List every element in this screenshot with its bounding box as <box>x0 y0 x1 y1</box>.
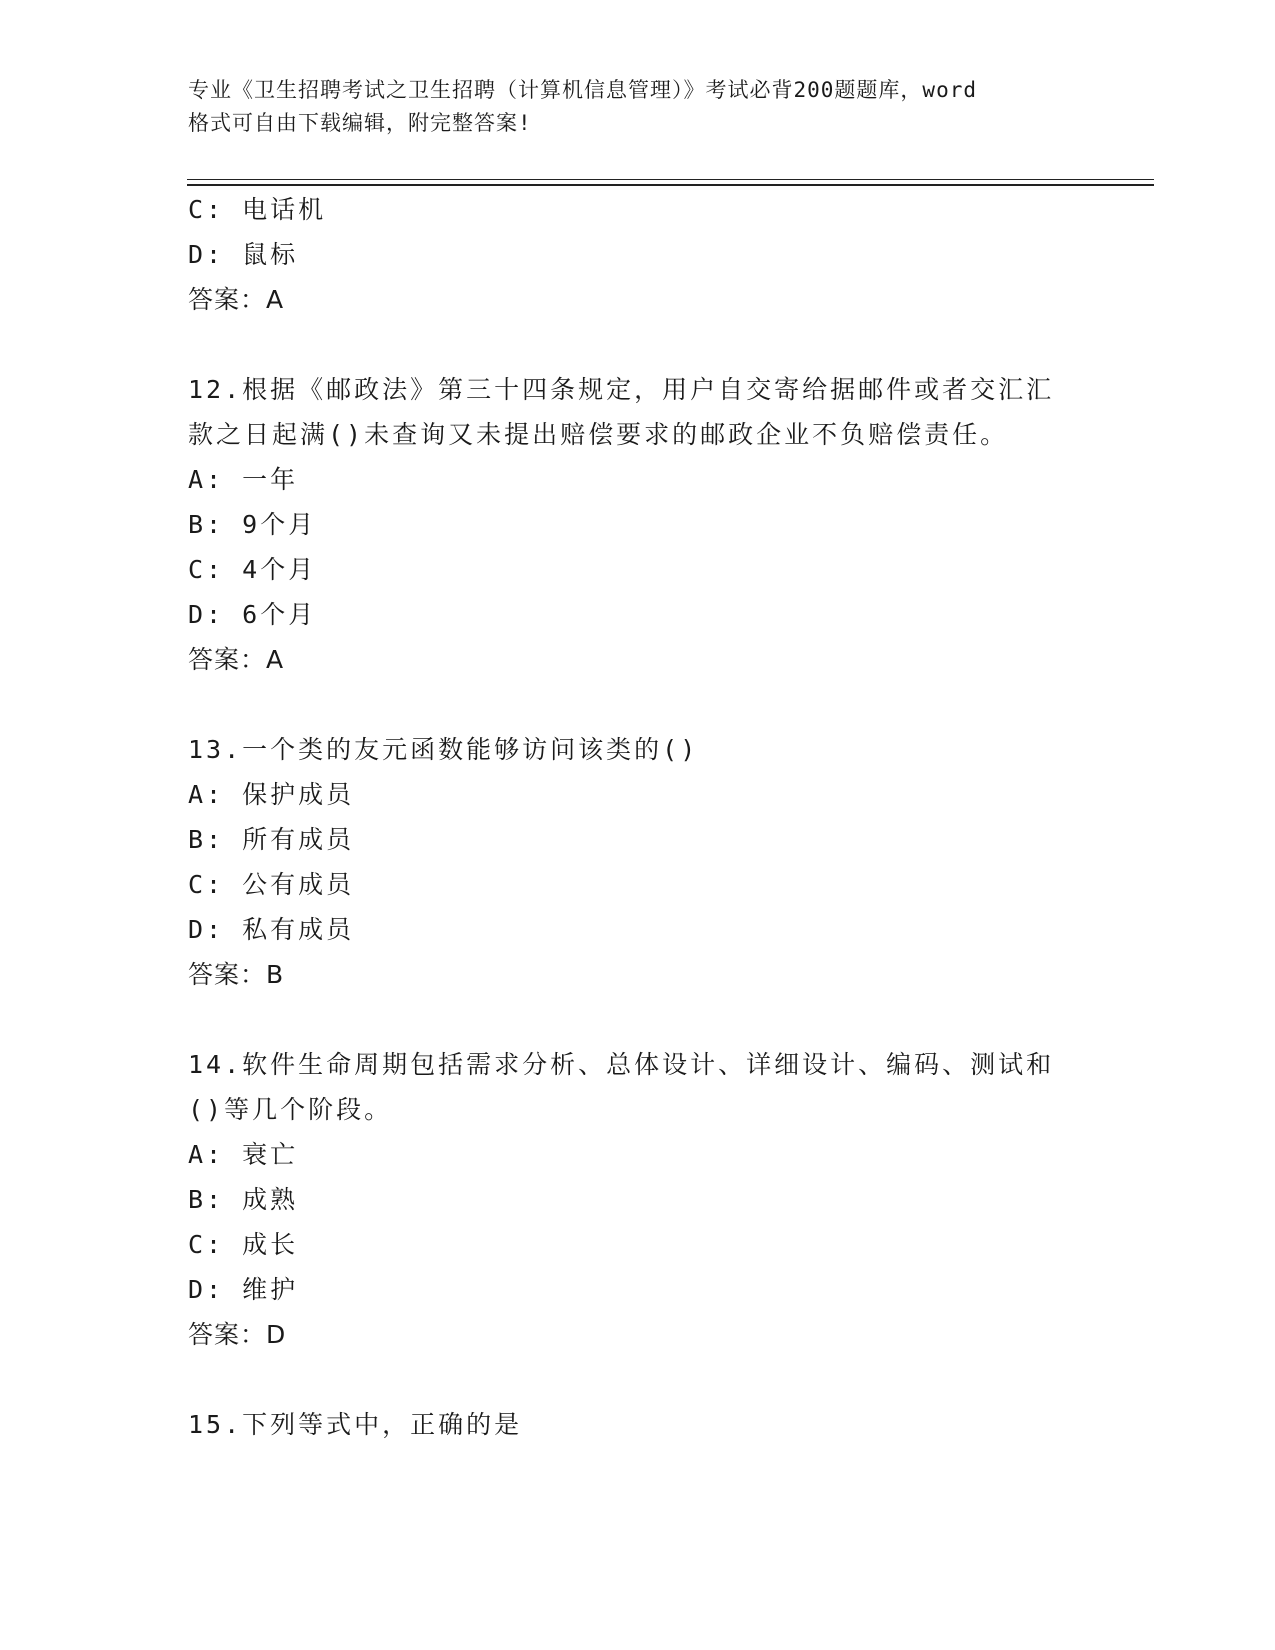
q11-answer: 答案：A <box>188 285 285 314</box>
q14-stem-line-1: 14.软件生命周期包括需求分析、总体设计、详细设计、编码、测试和 <box>188 1050 1055 1079</box>
q12-answer: 答案：A <box>188 645 285 674</box>
q13-answer: 答案：B <box>188 960 285 989</box>
header-line-1: 专业《卫生招聘考试之卫生招聘（计算机信息管理）》考试必背200题题库，word <box>188 78 977 102</box>
q14-option-b: B: 成熟 <box>188 1185 299 1214</box>
q12-option-b: B: 9个月 <box>188 510 317 539</box>
q15-stem-line-1: 15.下列等式中，正确的是 <box>188 1410 523 1439</box>
q14-option-a: A: 衰亡 <box>188 1140 299 1169</box>
q12-stem-line-2: 款之日起满()未查询又未提出赔偿要求的邮政企业不负赔偿责任。 <box>188 420 1009 449</box>
q13-option-a: A: 保护成员 <box>188 780 355 809</box>
q14-answer: 答案：D <box>188 1320 287 1349</box>
header-line-2: 格式可自由下载编辑，附完整答案! <box>188 111 532 135</box>
q13-option-c: C: 公有成员 <box>188 870 355 899</box>
q14-stem-line-2: ()等几个阶段。 <box>188 1095 393 1124</box>
document-header <box>188 74 1088 140</box>
q14-option-c: C: 成长 <box>188 1230 299 1259</box>
q13-stem-line-1: 13.一个类的友元函数能够访问该类的() <box>188 735 699 764</box>
q13-option-d: D: 私有成员 <box>188 915 355 944</box>
q12-option-d: D: 6个月 <box>188 600 317 629</box>
header-divider-thin <box>187 179 1154 180</box>
q12-option-a: A: 一年 <box>188 465 299 494</box>
q11-option-d: D: 鼠标 <box>188 240 299 269</box>
q11-option-c: C: 电话机 <box>188 195 327 224</box>
q12-option-c: C: 4个月 <box>188 555 317 584</box>
header-divider-thick <box>187 184 1154 186</box>
q12-stem-line-1: 12.根据《邮政法》第三十四条规定，用户自交寄给据邮件或者交汇汇 <box>188 375 1055 404</box>
q14-option-d: D: 维护 <box>188 1275 299 1304</box>
q13-option-b: B: 所有成员 <box>188 825 355 854</box>
